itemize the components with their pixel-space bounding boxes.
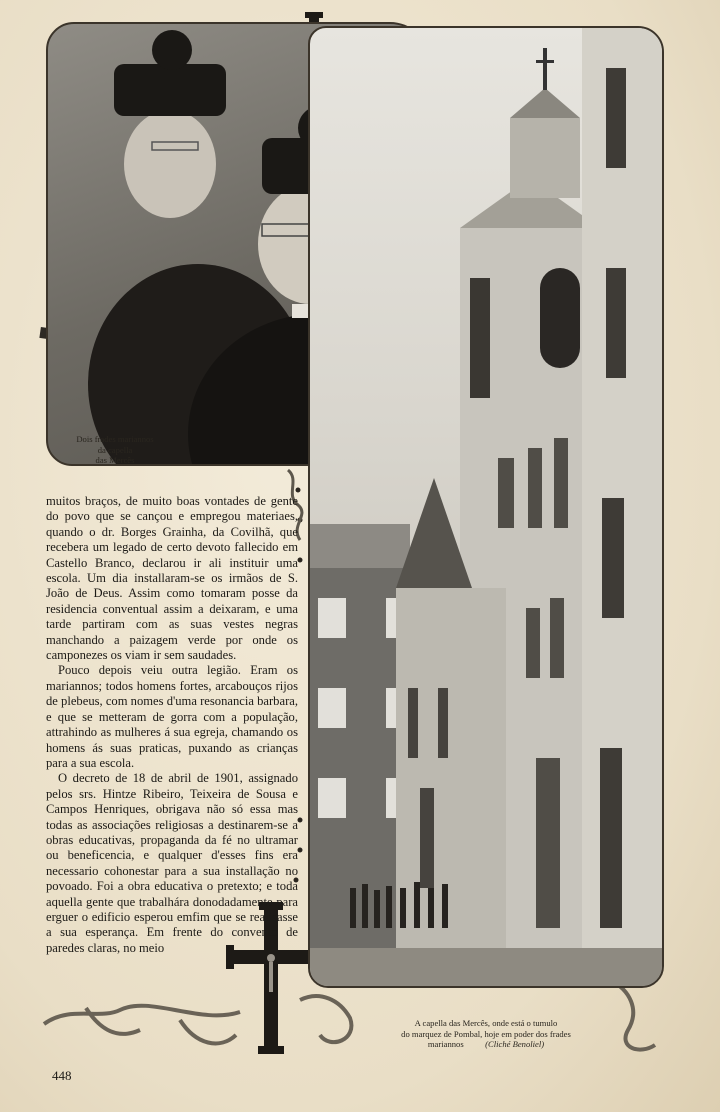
photo-credit: (Cliché Benoliel) (485, 1039, 545, 1050)
church-caption (360, 1018, 612, 1050)
article-body (46, 494, 298, 956)
caption-line-text: mariannos (427, 1039, 464, 1050)
priests-caption (52, 434, 178, 466)
paragraph: O decreto de 18 de abril de 1901, assignado pelos srs. Hintze Ribeiro, Teixeira de Sousa e Campos Henriques, obrigava não só essa mas todas as associações religiosas a destinarem-se a obras educativas, propaganda da fé no ultramar ou beneficencia, e qualquer d'esses fins era necessario cohonestar para a sua installação no povoado. Foi a obra educativa o pretexto; e toda aquella gente que trabalhára donodadamente para erguer o edificio esperou emfim que se realisasse a sua esperança. Em frente do convento de paredes claras, no meio (46, 771, 298, 955)
caption-line (360, 1039, 612, 1050)
page-number: 448 (52, 1068, 72, 1083)
caption-line: da capella (97, 444, 133, 455)
church-street-illustration (310, 28, 662, 986)
paragraph: Pouco depois veiu outra legião. Eram os mariannos; todos homens fortes, arcabouços rijos de plebeus, com nomes d'uma resonancia barbara, e que se metteram de gorra com a população, attrahindo as mulheres á sua egreja, chamando os homens ás suas praticas, puxando as crianças para a sua escola. (46, 663, 298, 770)
caption-line: do marquez de Pombal, hoje em poder dos frades (401, 1028, 571, 1039)
caption-line: das Mercês (95, 455, 135, 466)
paragraph: muitos braços, de muito boas vontades de gente do povo que se cançou e empregou materiaes, quando o dr. Borges Grainha, da Covilhã, que recebera um legado de certo devoto fallecido em Castello Branco, declarou ir ali instituir uma escola. Um dia installaram-se os irmãos de S. João de Deus. Assim como tomaram posse da residencia conventual assim a deixaram, e uma tarde partiram com as suas vestes negras manchando a paizagem verde por onde os camponezes os viam ir sem saudades. (46, 494, 298, 663)
caption-line: A capella das Mercês, onde está o tumulo (414, 1018, 558, 1028)
caption-line: Dois frades mariannos (76, 434, 154, 444)
church-photo (308, 26, 664, 988)
